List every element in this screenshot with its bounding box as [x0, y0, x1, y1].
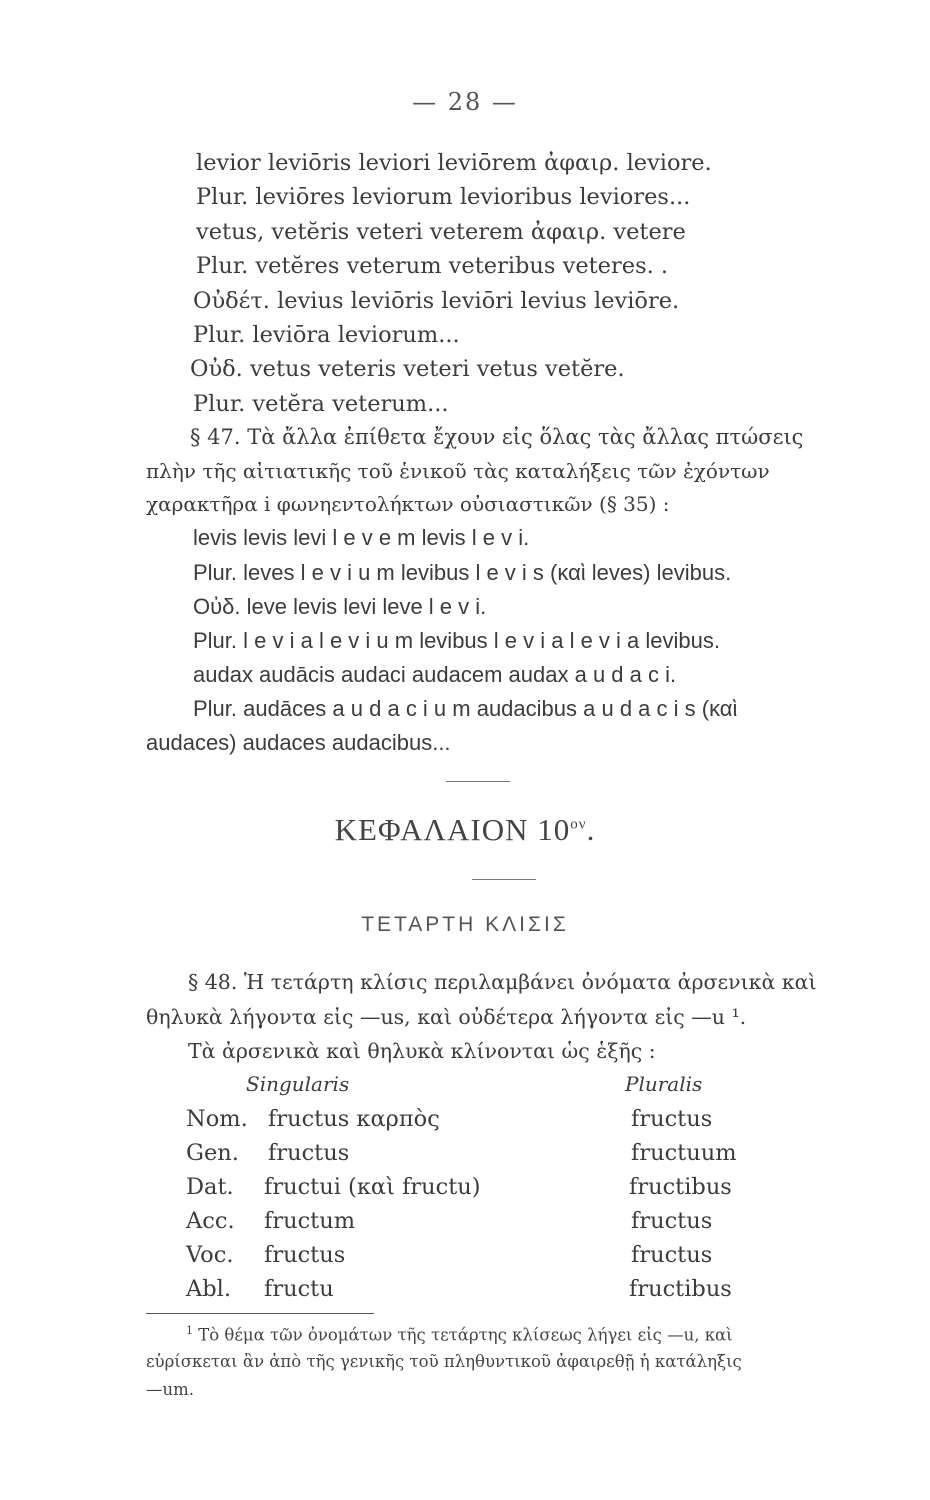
table-singular: fructu [264, 1276, 334, 1302]
text-line: Οὐδ. vetus veteris veteri vetus vetĕre. [190, 356, 625, 382]
table-plural: fructus [631, 1208, 713, 1234]
table-case: Acc. [186, 1208, 235, 1234]
table-header-singular: Singularis [246, 1072, 350, 1096]
text-line: Οὐδ. leve levis levi leve l e v i. [193, 594, 487, 619]
divider-rule [472, 879, 536, 880]
table-header-plural: Pluralis [625, 1072, 703, 1096]
table-singular: fructui (καὶ fructu) [264, 1174, 481, 1200]
footnote-line: $^1$ Τὸ θέμα τῶν ὀνομάτων τῆς τετάρτης κλίσεως λήγει εἰς —u, καὶ [186, 1324, 733, 1345]
table-plural: fructibus [629, 1276, 732, 1302]
paragraph-47-line: πλὴν τῆς αἰτιατικῆς τοῦ ἑνικοῦ τὰς καταλήξεις τῶν ἐχόντων [146, 459, 770, 483]
footnote-line: εὑρίσκεται ἂν ἀπὸ τῆς γενικῆς τοῦ πληθυντικοῦ ἀφαιρεθῇ ἡ κατάληξις [146, 1352, 742, 1371]
paragraph-48-line: θηλυκὰ λήγοντα εἰς —us, καὶ οὐδέτερα λήγοντα εἰς —u ¹. [146, 1005, 747, 1029]
table-singular: fructus [268, 1140, 350, 1166]
paragraph-47-line: χαρακτῆρα i φωνηεντολήκτων οὐσιαστικῶν (§ 35) : [146, 492, 670, 516]
table-case: Voc. [186, 1242, 234, 1268]
footnote-mark: 1 [186, 1324, 193, 1337]
text-line: Οὐδέτ. levius leviōris leviōri levius leviōre. [193, 288, 680, 314]
text-line: levior leviōris leviori leviōrem ἀφαιρ. leviore. [196, 150, 712, 176]
text-line: Plur. vetĕra veterum... [193, 391, 449, 417]
paragraph-48-line: Τὰ ἀρσενικὰ καὶ θηλυκὰ κλίνονται ὡς ἑξῆς : [188, 1039, 656, 1063]
text-line: audax audācis audaci audacem audax a u d a c i. [193, 662, 677, 687]
footnote-line: —um. [146, 1380, 195, 1399]
chapter-title: ΚΕΦΑΛΑΙΟΝ $10^{o\nu}$. [334, 812, 596, 847]
text-line: Plur. leviōra leviorum... [193, 322, 460, 348]
text-line: audaces) audaces audacibus... [146, 730, 451, 755]
table-singular: fructus [264, 1242, 346, 1268]
table-plural: fructibus [629, 1174, 732, 1200]
table-case: Abl. [186, 1276, 231, 1302]
text-line: Plur. l e v i a l e v i u m levibus l e v i a l e v i a levibus. [193, 628, 720, 653]
paragraph-47-line: § 47. Τὰ ἄλλα ἐπίθετα ἔχουν εἰς ὅλας τὰς ἄλλας πτώσεις [190, 425, 804, 449]
table-case: Nom. [186, 1106, 248, 1132]
table-singular: fructus καρπὸς [268, 1106, 440, 1132]
divider-rule [446, 781, 510, 782]
text-line: Plur. audāces a u d a c i u m audacibus a u d a c i s (καὶ [193, 696, 738, 721]
text-line: vetus, vetĕris veteri veterem ἀφαιρ. vetere [196, 219, 686, 245]
page-number: — 28 — [412, 88, 518, 116]
text-line: Plur. leviōres leviorum levioribus leviores... [196, 184, 691, 210]
text-line: levis levis levi l e v e m levis l e v i. [193, 525, 530, 550]
section-title: ΤΕΤΑΡΤΗ ΚΛΙΣΙΣ [361, 913, 569, 936]
text-line: Plur. leves l e v i u m levibus l e v i s (καὶ leves) levibus. [193, 560, 732, 585]
footnote-rule [146, 1313, 374, 1314]
paragraph-48-line: § 48. Ἡ τετάρτη κλίσις περιλαμβάνει ὀνόματα ἀρσενικὰ καὶ [188, 970, 817, 994]
table-case: Dat. [186, 1174, 234, 1200]
table-plural: fructuum [631, 1140, 737, 1166]
table-plural: fructus [631, 1242, 713, 1268]
table-case: Gen. [186, 1140, 239, 1166]
table-plural: fructus [631, 1106, 713, 1132]
text-line: Plur. vetĕres veterum veteribus veteres. . [196, 253, 669, 279]
table-singular: fructum [264, 1208, 356, 1234]
